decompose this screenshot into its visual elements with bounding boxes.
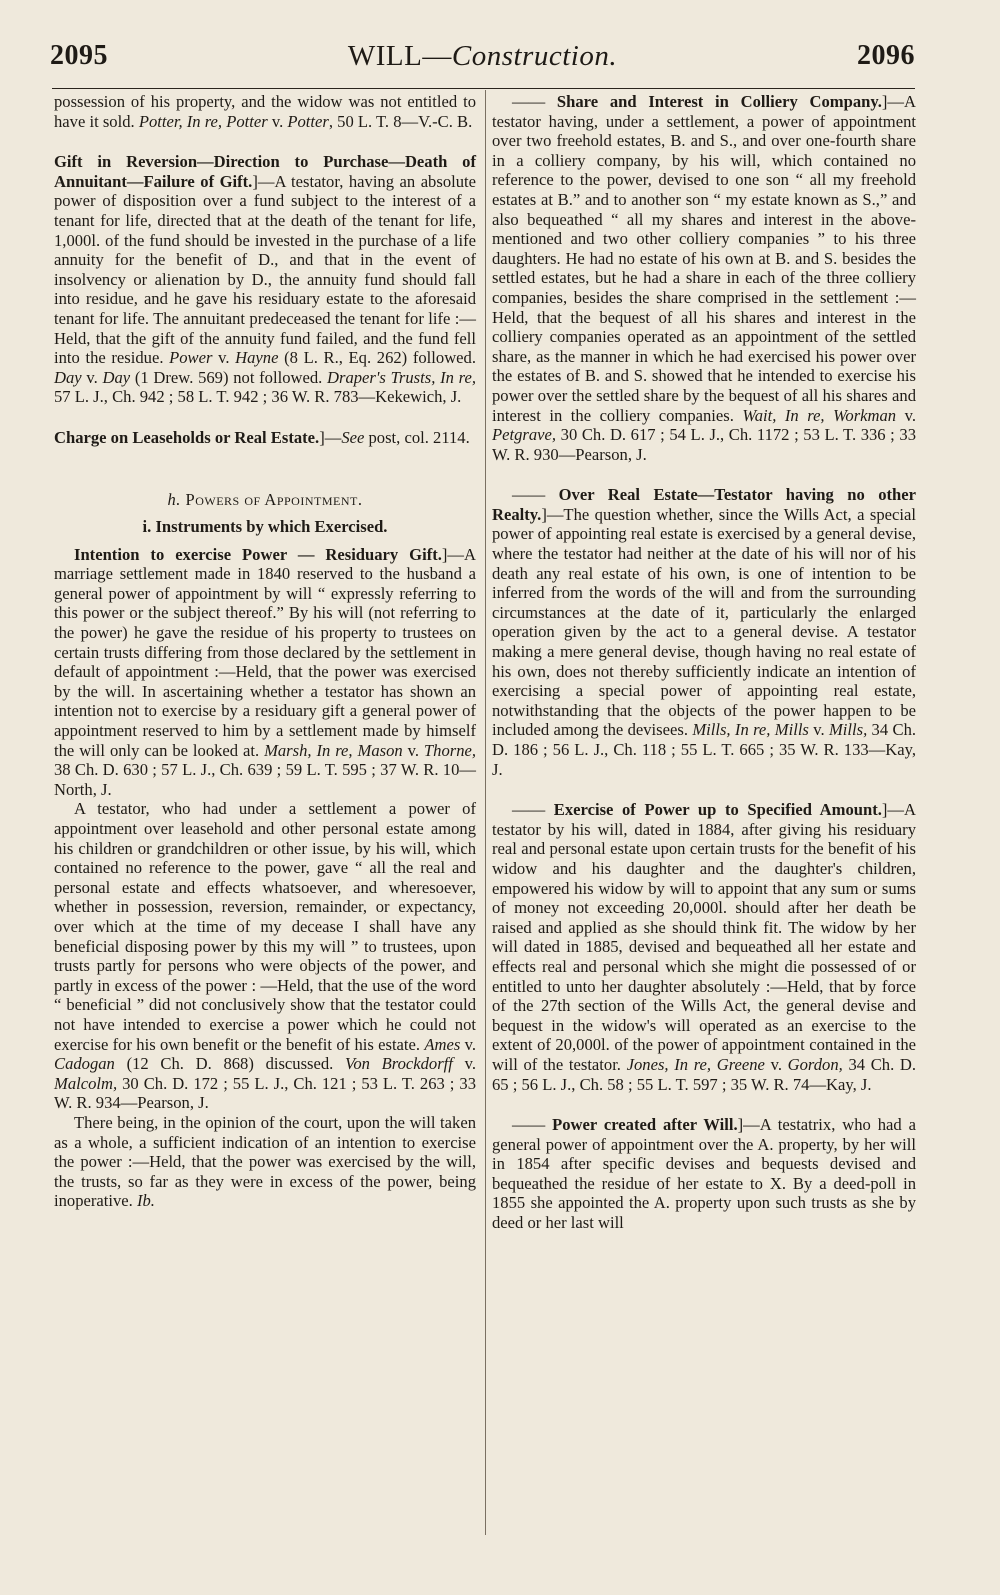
case-name: Day (102, 367, 131, 387)
case-name: Potter (287, 111, 329, 131)
case-name: Gordon, (787, 1054, 843, 1074)
ditto-dash: —— (512, 1115, 546, 1135)
citation: , 50 L. T. 8—V.-C. B. (328, 111, 473, 131)
section-heading-h (54, 490, 476, 510)
case-name: Hayne (235, 348, 279, 368)
running-title-main: WILL— (347, 40, 452, 72)
case-name: Ames (424, 1034, 461, 1054)
citation: (12 Ch. D. 868) discussed. (114, 1054, 346, 1074)
page-number-left: 2095 (50, 40, 108, 71)
header-rule (52, 88, 915, 89)
citation: post, col. 2114. (364, 427, 470, 447)
case-v: v. (764, 1054, 788, 1074)
entry-heading: Charge on Leaseholds or Real Estate. (54, 427, 320, 447)
section-letter: h. (167, 489, 181, 509)
section-title: Powers of Appointment. (185, 489, 363, 509)
case-name: Mills, (828, 720, 868, 740)
case-name: Cadogan (54, 1054, 115, 1074)
entry-heading: Gift in Reversion—Direction to Purchase—Death of Annuitant—Failure of Gift. (54, 152, 476, 191)
case-name: Von Brockdorff (345, 1054, 453, 1074)
column-separator (485, 90, 486, 1535)
entry-intention (54, 545, 476, 800)
entry-text: ]—A testator having, under a settlement, a power of appointment over two freehold estates, B. and S., and over one-fourth share in a colliery company, by his will, which contained no reference to the power, devised to one son “ all my freehold estates at B.” and to another son “ my estate known as S.,” and also bequeathed “ all my shares and interest in the above-mentioned and two other colliery companies ” to his three daughters. He had no estate of his own at B. and S. besides the settled estates, but he had a share in each of the three colliery companies, besides the share comprised in the settlement :—Held, that the bequest of all his shares and interest in the colliery companies operated as an appointment of the settled share, as the manner in which he had exercised his power over the estates of B. and S. showed that he intended to exercise his power over the settled share by the bequest of all his shares and interest in the colliery companies. (492, 92, 916, 425)
citation: 30 Ch. D. 617 ; 54 L. J., Ch. 1172 ; 53 L. T. 336 ; 33 W. R. 930—Pearson, J. (492, 425, 916, 464)
running-title (50, 40, 915, 73)
case-name: Draper's Trusts, In re, (327, 367, 476, 387)
entry-power-after-will (492, 1115, 916, 1233)
ditto-dash: —— (512, 485, 546, 505)
citation: 57 L. J., Ch. 942 ; 58 L. T. 942 ; 36 W. R. 783—Kekewich, J. (54, 387, 462, 407)
case-v: v. (81, 367, 103, 387)
citation: 34 Ch. D. 65 ; 56 L. J., Ch. 58 ; 55 L. T. 597 ; 35 W. R. 74—Kay, J. (492, 1054, 917, 1094)
entry-heading: Intention to exercise Power — Residuary Gift. (74, 544, 442, 564)
case-v: v. (212, 348, 236, 368)
case-v: v. (267, 111, 288, 131)
page-number-right: 2096 (857, 40, 915, 71)
case-name: Petgrave, (492, 425, 557, 445)
entry-text: A testator, who had under a settlement a power of appointment over leasehold and other personal estate among his children or grandchildren or other issue, by his will, which contained no reference to the power, gave “ all the real and personal estate and effects whatsoever, and wheresoever, whether in possession, reversion, remainder, or expectancy, over which at the time of my decease I shall have any beneficial disposing power by this my will ” to trustees, upon trusts partly for persons who were objects of the power, and partly in excess of the power : —Held, that the use of the word “ beneficial ” did not conclusively show that the testator could not have intended to exercise a power which he could not exercise for his own benefit or the benefit of his estate. (54, 799, 476, 1054)
entry-text: ]—A marriage settlement made in 1840 reserved to the husband a general power of appointment by will “ expressly referring to this power or the subject thereof.” By his will (not referring to the power) he gave the residue of his property to trustees on certain trusts differing from those declared by the settlement in default of appointment :—Held, that the power was exercised by the will. In ascertaining whether a testator has shown an intention not to exercise by a residuary gift a general power of appointment reserved to him by a settlement made by himself the will only can be looked at. (54, 544, 476, 760)
entry-text: possession of his property, and the widow was not entitled to have it sold. (54, 92, 476, 131)
running-title-sub: Construction. (451, 40, 618, 72)
case-name: Day (54, 367, 82, 387)
entry-heading: Power created after Will. (545, 1115, 738, 1135)
case-name: Potter, In re, Potter (138, 111, 268, 131)
ditto-dash: —— (512, 92, 546, 111)
entry-heading: Share and Interest in Colliery Company. (545, 92, 882, 111)
case-name: Power (169, 348, 213, 368)
case-name: Thorne, (423, 740, 477, 760)
left-column (54, 92, 476, 1211)
entry-text: ]—A testator by his will, dated in 1884, after giving his residuary real and personal estate upon certain trusts for the benefit of his widow and his daughter and the daughter's children, empowered his widow by will to appoint that any sum or sums of money not exceeding 20,000l. should after her death be raised and applied as she should think fit. The widow by her will dated in 1885, devised and bequeathed all her estate and effects real and personal which she might die possessed of or entitled to unto her daughter absolutely :—Held, that by force of the 27th section of the Wills Act, the general devise and bequest in the widow's will operated as an exercise to the extent of 20,000l. of the power of appointment contained in the will of the testator. (492, 800, 916, 1074)
entry-text: ]—A testator, having an absolute power of disposition over a fund subject to the interest of a tenant for life, directed that at the death of the tenant for life, 1,000l. of the fund should be invested in the purchase of a life annuity for the benefit of D., and that in the event of insolvency or alienation by D., the annuity fund should fall into residue, and he gave his residuary estate to the aforesaid tenant for life. The annuitant predeceased the tenant for life :—Held, that the gift of the annuity fund failed, and the fund fell into the residue. (54, 171, 476, 368)
case-v: v. (808, 720, 829, 740)
entry-charge-leaseholds (54, 428, 476, 448)
case-v: v. (452, 1054, 476, 1074)
case-name: Wait, In re, Workman (742, 405, 897, 425)
ditto-dash: —— (512, 800, 546, 820)
citation: (1 Drew. 569) not followed. (130, 367, 328, 387)
entry-heading: Exercise of Power up to Specified Amount. (545, 800, 882, 820)
cross-reference: See (341, 427, 365, 447)
entry-text: ]—A testatrix, who had a general power of appointment over the A. property, by her will in 1854 after specific devises and bequests devised and bequeathed the residue of her estate to X. By a deed-poll in 1855 she appointed the A. property upon such trusts as she by deed or her last will (492, 1115, 916, 1233)
entry-heading: Over Real Estate—Testator having no other Realty. (492, 485, 916, 524)
entry-text: ]—The question whether, since the Wills Act, a special power of appointing real estate is exercised by a general devise, where the testator had neither at the date of his will nor of his death any real estate of his own, is one of intention to be inferred from the words of the will and from the surrounding circumstances at the date of it, particularly the enlarged operation given by the act to a general devise. A testator making a mere general devise, though having no real estate of his own, does not thereby sufficiently indicate an intention of exercising a special power of appointing real estate, notwithstanding that the objects of the power happen to be included among the devisees. (492, 504, 916, 740)
citation: (8 L. R., Eq. 262) followed. (278, 348, 476, 368)
entry-testator-settlement (54, 799, 476, 1113)
section-heading-i: i. Instruments by which Exercised. (142, 517, 388, 537)
case-v: v. (460, 1034, 476, 1054)
citation: 34 Ch. D. 186 ; 56 L. J., Ch. 118 ; 55 L. T. 665 ; 35 W. R. 133—Kay, J. (492, 720, 917, 779)
entry-text: There being, in the opinion of the court, upon the will taken as a whole, a sufficient indication of an intention to exercise the power :—Held, that the power was exercised by the will, the trusts, so far as they were in excess of the power, being inoperative. (54, 1112, 476, 1211)
entry-specified-amount (492, 800, 916, 1094)
case-name: Marsh, In re, Mason (264, 740, 403, 760)
citation: 30 Ch. D. 172 ; 55 L. J., Ch. 121 ; 53 L. T. 263 ; 33 W. R. 934—Pearson, J. (54, 1073, 476, 1113)
case-name: Mills, In re, Mills (692, 720, 809, 740)
entry-potter (54, 92, 476, 131)
citation: 38 Ch. D. 630 ; 57 L. J., Ch. 639 ; 59 L. T. 595 ; 37 W. R. 10—North, J. (54, 760, 476, 799)
case-v: v. (402, 740, 424, 760)
entry-opinion (54, 1113, 476, 1211)
entry-text: ]— (319, 427, 342, 447)
right-column (492, 92, 916, 1233)
entry-colliery (492, 92, 916, 464)
case-name: Jones, In re, Greene (626, 1054, 765, 1074)
case-name: Malcolm, (54, 1073, 118, 1093)
case-name: Ib. (136, 1191, 155, 1211)
page-header (50, 40, 915, 80)
case-v: v. (896, 405, 916, 425)
entry-gift-reversion (54, 152, 476, 407)
entry-over-real-estate (492, 485, 916, 779)
